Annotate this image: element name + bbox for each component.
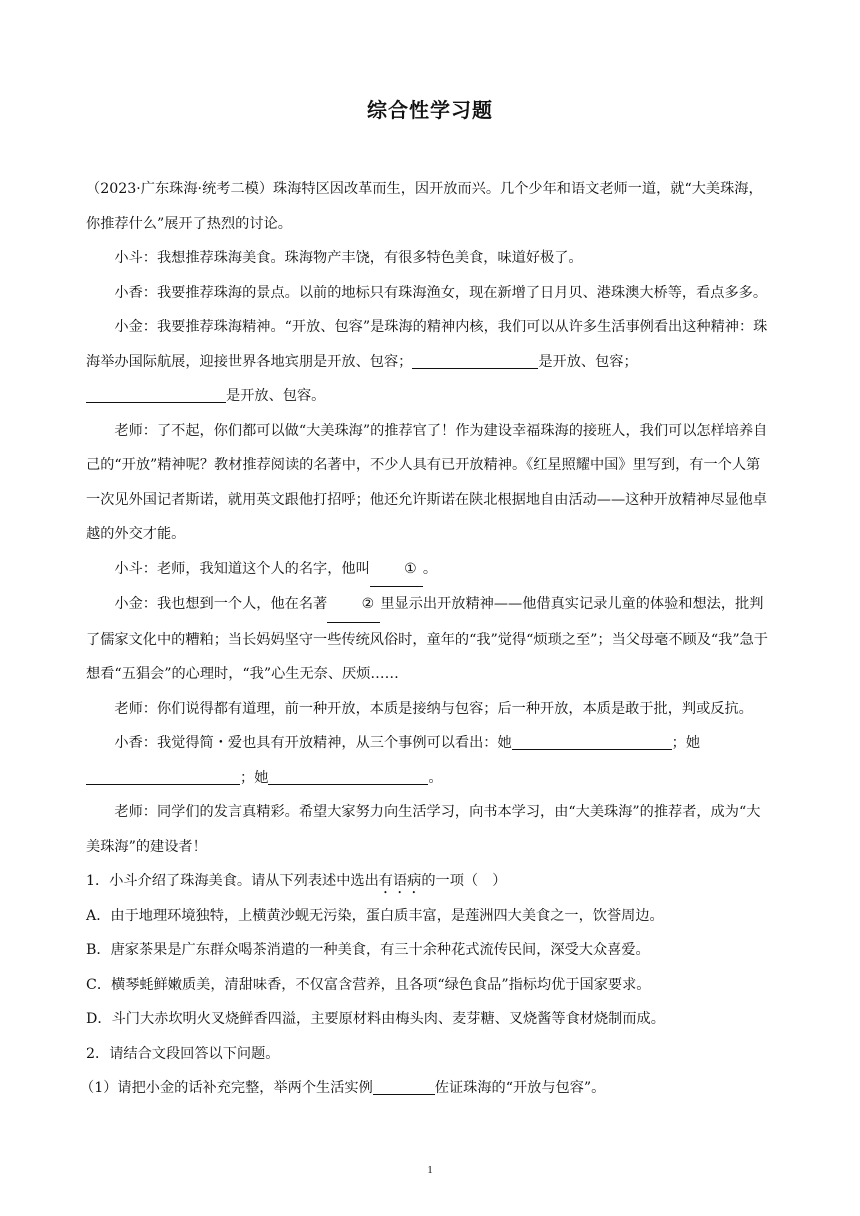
answer-blank-6[interactable] (373, 1076, 435, 1095)
xiaodou-text-b: 。 (422, 560, 438, 577)
question-2-1 (80, 1071, 774, 1106)
xiaoxiang2-text-c: ；她 (240, 769, 269, 786)
blank-mark-1[interactable]: ① (370, 552, 423, 588)
paragraph-xiaodou-1: 小斗：我想推荐珠海美食。珠海物产丰饶，有很多特色美食，味道好极了。 (114, 250, 583, 266)
option-d[interactable]: D．斗门大赤坎明火叉烧鲜香四溢，主要原材料由梅头肉、麦芽糖、叉烧酱等食材烧制而成。 (86, 1011, 665, 1027)
xiaojin-text-c: 是开放、包容。 (226, 388, 326, 404)
intro-paragraph: （2023·广东珠海·统考二模）珠海特区因改革而生，因开放而兴。几个少年和语文老师一道，就“大美珠海，你推荐什么”展开了热烈的讨论。 (86, 181, 763, 232)
paragraph-xiaoxiang-1: 小香：我要推荐珠海的景点。以前的地标只有珠海渔女，现在新增了日月贝、港珠澳大桥等，看点多多。 (114, 284, 768, 301)
answer-blank-2[interactable] (86, 384, 226, 403)
paragraph-xiaodou-2 (86, 552, 774, 588)
answer-blank-1[interactable] (412, 350, 538, 369)
xiaojin2-text-a: 小金：我也想到一个人，他在名著 (114, 596, 328, 612)
question-1-text-b: 的一项（ ） (421, 873, 507, 889)
paragraph-xiaojin-1 (86, 310, 774, 414)
option-b[interactable]: B．唐家茶果是广东群众喝茶消遣的一种美食，有三十余种花式流传民间，深受大众喜爱。 (86, 942, 650, 958)
xiaojin2-text-b: 里显示出开放精神——他借真实记录儿童的体验和想法，批判了儒家文化中的糟粕；当长妈妈坚守一些传统风俗时，童年的“我”觉得“烦琐之至”；当父母毫不顾及“我”急于想看“五猖会”的心理时，“我”心生无奈、厌烦…… (86, 596, 768, 682)
xiaojin-text-a: 小金：我要推荐珠海精神。“开放、包容”是珠海的精神内核，我们可以从许多生活事例看出这种精神：珠海举办国际航展，迎接世界各地宾朋是开放、包容； (86, 319, 768, 370)
paragraph-teacher-1: 老师：了不起，你们都可以做“大美珠海”的推荐官了！作为建设幸福珠海的接班人，我们可以怎样培养自己的“开放”精神呢？教材推荐阅读的名著中，不少人具有已开放精神。《红星照耀中国》里写到，有一个人第一次见外国记者斯诺，就用英文跟他打招呼；他还允许斯诺在陕北根据地自由活动——这种开放精神尽显他卓越的外交才能。 (86, 422, 768, 542)
option-c[interactable]: C．横琴蚝鲜嫩质美，清甜味香，不仅富含营养，且各项“绿色食品”指标均优于国家要求。 (86, 976, 651, 993)
page-number: 1 (427, 1164, 433, 1176)
xiaoxiang2-text-d: 。 (428, 769, 443, 786)
question-2-1-text-b: 佐证珠海的“开放与包容”。 (434, 1080, 606, 1096)
paragraph-teacher-3: 老师：同学们的发言真精彩。希望大家努力向生活学习，向书本学习，由“大美珠海”的推荐者，成为“大美珠海”的建设者！ (86, 804, 761, 855)
question-2: 2．请结合文段回答以下问题。 (86, 1045, 280, 1062)
document-body (80, 172, 774, 1106)
xiaoxiang2-text-a: 小香：我觉得简・爱也具有开放精神，从三个事例可以看出：她 (114, 735, 512, 751)
paragraph-teacher-2: 老师：你们说得都有道理，前一种开放，本质是接纳与包容；后一种开放，本质是敢于批，判或反抗。 (114, 700, 753, 717)
blank-mark-2[interactable]: ② (327, 587, 380, 623)
paragraph-xiaojin-2 (86, 587, 774, 692)
answer-blank-5[interactable] (268, 766, 428, 785)
paragraph-xiaoxiang-2 (86, 726, 774, 795)
answer-blank-4[interactable] (86, 766, 240, 785)
question-1 (86, 864, 774, 899)
xiaoxiang2-text-b: ；她 (671, 735, 701, 751)
xiaodou-text-a: 小斗：老师，我知道这个人的名字，他叫 (114, 560, 370, 577)
question-1-emphasis: 有语病 (378, 873, 422, 889)
answer-blank-3[interactable] (512, 731, 672, 750)
question-2-1-text-a: （1）请把小金的话补充完整，举两个生活实例 (80, 1080, 373, 1096)
page-title: 综合性学习题 (367, 98, 493, 122)
question-1-text-a: 1．小斗介绍了珠海美食。请从下列表述中选出 (86, 873, 379, 889)
option-a[interactable]: A．由于地理环境独特，上横黄沙蚬无污染，蛋白质丰富，是莲洲四大美食之一，饮誉周边。 (86, 907, 664, 924)
xiaojin-text-b: 是开放、包容； (538, 353, 638, 370)
